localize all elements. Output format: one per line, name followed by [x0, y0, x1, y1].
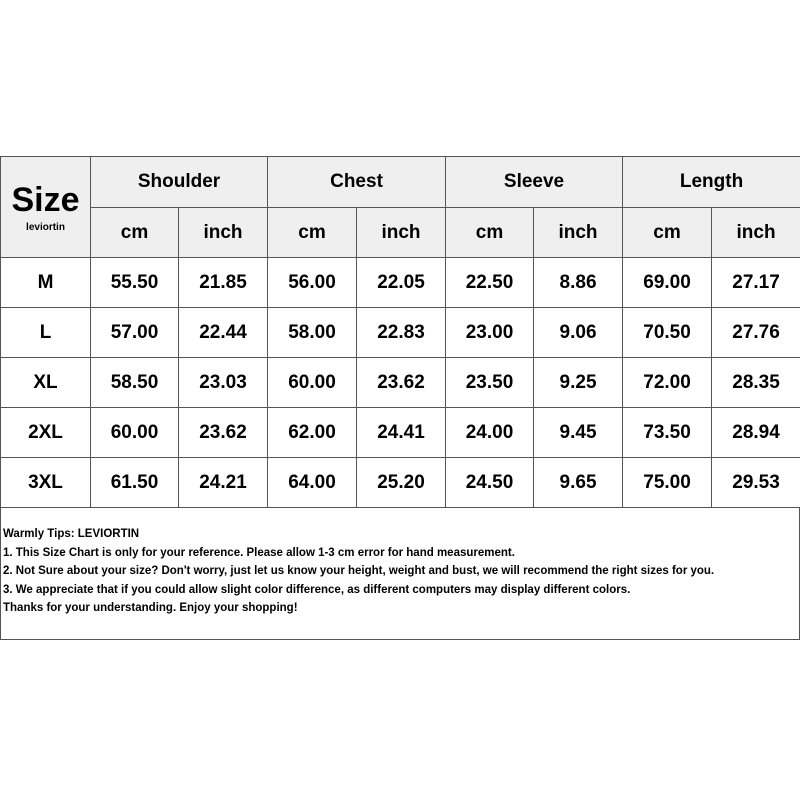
table-cell: 23.00 — [446, 308, 534, 358]
table-cell: 60.00 — [268, 358, 357, 408]
table-row — [1, 458, 800, 508]
table-cell: 9.45 — [534, 408, 623, 458]
table-cell: 27.76 — [712, 308, 800, 358]
table-cell: 27.17 — [712, 258, 800, 308]
group-header-shoulder: Shoulder — [91, 157, 268, 208]
size-cell: 2XL — [1, 408, 91, 458]
group-header-row — [1, 157, 800, 208]
size-cell: L — [1, 308, 91, 358]
table-cell: 75.00 — [623, 458, 712, 508]
table-cell: 70.50 — [623, 308, 712, 358]
table-cell: 56.00 — [268, 258, 357, 308]
unit-header: inch — [179, 208, 268, 258]
table-cell: 62.00 — [268, 408, 357, 458]
size-table — [0, 156, 800, 508]
table-cell: 8.86 — [534, 258, 623, 308]
table-cell: 22.83 — [357, 308, 446, 358]
table-cell: 28.35 — [712, 358, 800, 408]
size-title: Size — [11, 180, 80, 219]
tip-line: 2. Not Sure about your size? Don't worry, just let us know your height, weight and bust, we will recommend the right sizes for you. — [3, 565, 715, 577]
table-cell: 23.03 — [179, 358, 268, 408]
size-chart — [0, 156, 800, 640]
unit-header-row — [1, 208, 800, 258]
table-row — [1, 258, 800, 308]
table-row — [1, 308, 800, 358]
table-cell: 9.65 — [534, 458, 623, 508]
table-cell: 69.00 — [623, 258, 712, 308]
table-cell: 22.05 — [357, 258, 446, 308]
table-cell: 21.85 — [179, 258, 268, 308]
table-cell: 22.44 — [179, 308, 268, 358]
table-cell: 55.50 — [91, 258, 179, 308]
group-header-length: Length — [623, 157, 800, 208]
brand-label: leviortin — [26, 221, 65, 233]
table-cell: 64.00 — [268, 458, 357, 508]
tips-box — [0, 508, 800, 640]
table-cell: 22.50 — [446, 258, 534, 308]
group-header-chest: Chest — [268, 157, 446, 208]
table-cell: 24.21 — [179, 458, 268, 508]
unit-header: inch — [712, 208, 800, 258]
table-cell: 23.50 — [446, 358, 534, 408]
table-row — [1, 408, 800, 458]
table-cell: 29.53 — [712, 458, 800, 508]
table-cell: 61.50 — [91, 458, 179, 508]
size-header-cell — [1, 157, 91, 258]
table-cell: 58.50 — [91, 358, 179, 408]
tip-line: 3. We appreciate that if you could allow slight color difference, as different computers may display different colors. — [3, 583, 631, 596]
tips-heading: Warmly Tips: LEVIORTIN — [3, 528, 140, 540]
table-cell: 24.41 — [357, 408, 446, 458]
table-cell: 23.62 — [179, 408, 268, 458]
table-cell: 28.94 — [712, 408, 800, 458]
table-cell: 58.00 — [268, 308, 357, 358]
table-cell: 24.50 — [446, 458, 534, 508]
unit-header: cm — [268, 208, 357, 258]
table-cell: 9.25 — [534, 358, 623, 408]
size-cell: 3XL — [1, 458, 91, 508]
table-row — [1, 358, 800, 408]
unit-header: cm — [623, 208, 712, 258]
table-cell: 60.00 — [91, 408, 179, 458]
unit-header: inch — [357, 208, 446, 258]
group-header-sleeve: Sleeve — [446, 157, 623, 208]
unit-header: inch — [534, 208, 623, 258]
size-cell: XL — [1, 358, 91, 408]
tip-line: 1. This Size Chart is only for your reference. Please allow 1-3 cm error for hand measurement. — [3, 546, 515, 559]
unit-header: cm — [91, 208, 179, 258]
table-cell: 73.50 — [623, 408, 712, 458]
table-cell: 23.62 — [357, 358, 446, 408]
table-cell: 25.20 — [357, 458, 446, 508]
size-cell: M — [1, 258, 91, 308]
table-cell: 9.06 — [534, 308, 623, 358]
tips-closing: Thanks for your understanding. Enjoy your shopping! — [3, 602, 298, 614]
unit-header: cm — [446, 208, 534, 258]
table-cell: 57.00 — [91, 308, 179, 358]
table-cell: 24.00 — [446, 408, 534, 458]
table-cell: 72.00 — [623, 358, 712, 408]
